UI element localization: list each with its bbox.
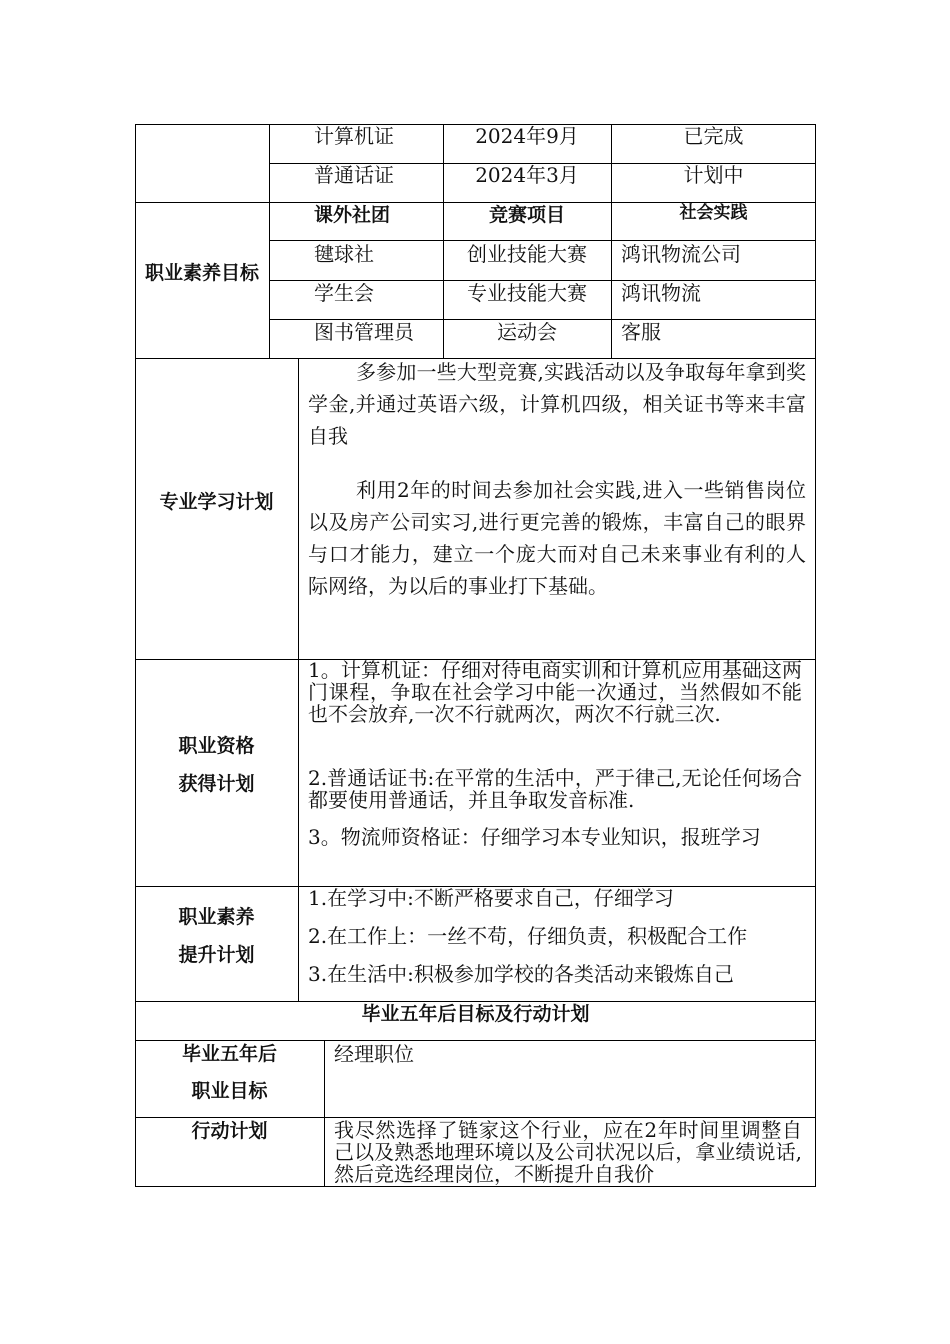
cert-name: 普通话证 bbox=[314, 163, 394, 187]
section-label-qualification-plan: 获得计划 bbox=[178, 773, 255, 795]
table-cell: 专业技能大赛 bbox=[467, 281, 587, 305]
table-cell: 运动会 bbox=[497, 320, 557, 344]
column-header-clubs: 课外社团 bbox=[314, 204, 391, 226]
table-cell: 鸿讯物流 bbox=[621, 281, 701, 305]
study-plan-paragraph: 利用2年的时间去参加社会实践,进入一些销售岗位以及房产公司实习,进行更完善的锻炼，丰富自己的眼界与口才能力，建立一个庞大而对自己未来事业有利的人际网络，为以后的事业打下基础。 bbox=[308, 478, 806, 598]
cert-status: 计划中 bbox=[683, 163, 744, 187]
cert-date: 2024年9月 bbox=[475, 124, 579, 148]
career-goal-value: 经理职位 bbox=[334, 1042, 414, 1066]
table-cell: 创业技能大赛 bbox=[467, 242, 587, 266]
section-label-study-plan: 专业学习计划 bbox=[159, 491, 274, 513]
column-header-competitions: 竞赛项目 bbox=[488, 204, 565, 226]
action-plan-text: 我尽然选择了链家这个行业，应在2年时间里调整自己以及熟悉地理环境以及公司状况以后，拿业绩说话,然后竞选经理岗位，不断提升自我价 bbox=[334, 1119, 802, 1185]
col-divider bbox=[611, 124, 612, 358]
table-cell: 鸿讯物流公司 bbox=[621, 242, 741, 266]
section-heading-five-year: 毕业五年后目标及行动计划 bbox=[361, 1003, 590, 1025]
qualification-item: 1。计算机证：仔细对待电商实训和计算机应用基础这两门课程，争取在社会学习中能一次通过，当然假如不能也不会放弃,一次不行就两次，两次不行就三次. bbox=[308, 658, 802, 726]
quality-plan-item: 2.在工作上：一丝不苟，仔细负责，积极配合工作 bbox=[308, 924, 748, 948]
quality-plan-item: 1.在学习中:不断严格要求自己，仔细学习 bbox=[308, 886, 674, 910]
cert-date: 2024年3月 bbox=[475, 163, 579, 187]
col-divider bbox=[269, 124, 270, 358]
cert-name: 计算机证 bbox=[314, 124, 394, 148]
cert-status: 已完成 bbox=[683, 124, 744, 148]
label-career-goal: 毕业五年后 bbox=[181, 1043, 277, 1065]
section-label-quality-goals: 职业素养目标 bbox=[144, 262, 259, 284]
column-header-practice: 社会实践 bbox=[679, 203, 748, 223]
section-label-qualification-plan: 职业资格 bbox=[178, 735, 255, 757]
quality-plan-item: 3.在生活中:积极参加学校的各类活动来锻炼自己 bbox=[308, 962, 734, 986]
section-label-quality-plan: 提升计划 bbox=[178, 944, 255, 966]
col-divider bbox=[324, 1040, 325, 1187]
qualification-item: 3。物流师资格证：仔细学习本专业知识，报班学习 bbox=[308, 825, 761, 849]
qualification-item: 2.普通话证书:在平常的生活中，严于律己,无论任何场合都要使用普通话，并且争取发音标准. bbox=[308, 766, 802, 812]
section-label-quality-plan: 职业素养 bbox=[178, 906, 255, 928]
table-cell: 图书管理员 bbox=[314, 320, 414, 344]
label-career-goal: 职业目标 bbox=[191, 1080, 268, 1102]
table-cell: 毽球社 bbox=[314, 242, 374, 266]
col-divider bbox=[298, 358, 299, 1001]
table-cell: 学生会 bbox=[314, 281, 374, 305]
table-cell: 客服 bbox=[621, 320, 661, 344]
label-action-plan: 行动计划 bbox=[191, 1120, 268, 1142]
study-plan-paragraph: 多参加一些大型竞赛,实践活动以及争取每年拿到奖学金,并通过英语六级，计算机四级，相关证书等来丰富自我 bbox=[308, 360, 806, 448]
